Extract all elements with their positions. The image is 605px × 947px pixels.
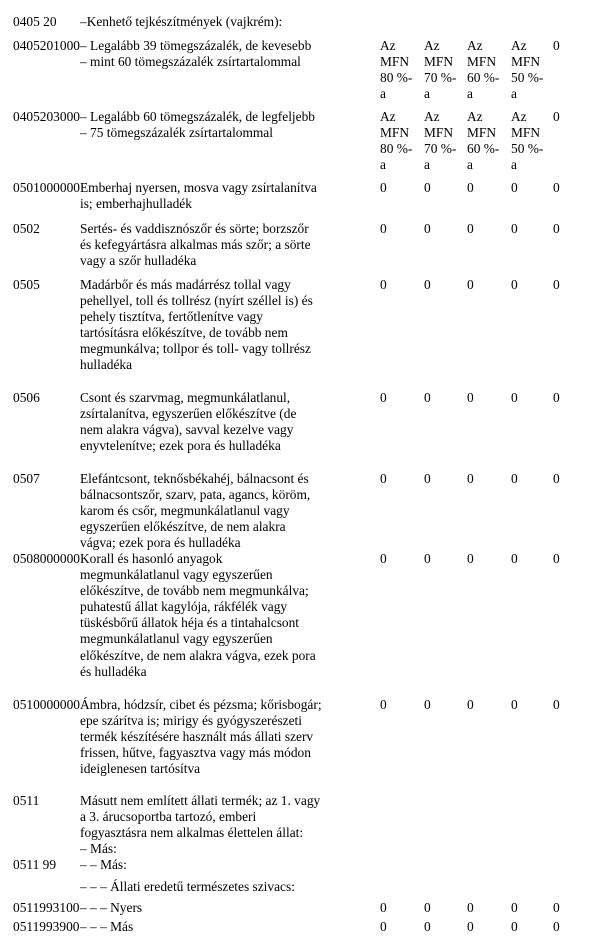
rate-cell: [424, 471, 464, 487]
description-line: karom és csőr, megmunkálatlanul vagy: [80, 503, 290, 519]
rate-cell: [467, 277, 507, 293]
rate-cell: [424, 221, 464, 237]
description-line: Ámbra, hódzsír, cibet és pézsma; kőrisbogár;: [80, 697, 322, 712]
rate-value: Az: [380, 109, 396, 124]
description-line: vágva; ezek pora és hulladéka: [80, 535, 241, 551]
rate-cell: [380, 38, 420, 102]
description-line: – mint 60 tömegszázalék zsírtartalommal: [80, 54, 301, 70]
rate-value: 0: [424, 221, 431, 236]
commodity-description: [80, 551, 372, 680]
description-line: tüskésbőrű állatok héja és a tintahalcsont: [80, 615, 300, 631]
rate-value: 0: [553, 390, 560, 405]
rate-value: 0: [424, 277, 431, 292]
rate-cell: [511, 471, 551, 487]
rate-cell: [511, 697, 551, 713]
rate-cell: [511, 551, 551, 567]
rate-cell: [380, 551, 420, 567]
rate-value: Az: [511, 109, 527, 124]
rate-cell: [467, 180, 507, 196]
rate-cell: [467, 38, 507, 102]
commodity-description: [80, 390, 372, 454]
rate-cell: [424, 277, 464, 293]
rate-value: 0: [511, 919, 518, 934]
rate-cell: [553, 900, 593, 916]
description-line: – Legalább 39 tömegszázalék, de kevesebb: [80, 38, 312, 53]
rate-cell: [380, 900, 420, 916]
commodity-description: [80, 221, 372, 269]
rate-value: 80 %-: [380, 70, 413, 86]
rate-value: 0: [553, 471, 560, 486]
description-line: megmunkálatlanul vagy egyszerűen: [80, 631, 273, 647]
rate-value: 70 %-: [424, 141, 457, 157]
description-line: előkészítve, de tovább nem megmunkálva;: [80, 583, 309, 599]
commodity-code: 0506: [13, 390, 40, 405]
rate-cell: [424, 390, 464, 406]
commodity-code: 0505: [13, 277, 40, 292]
rate-value: 0: [424, 697, 431, 712]
description-line: Emberhaj nyersen, mosva vagy zsírtalanítva: [80, 180, 317, 195]
description-line: frissen, hűtve, fagyasztva vagy más módon: [80, 745, 311, 761]
description-line: Korall és hasonló anyagok: [80, 551, 223, 566]
rate-value: 0: [424, 390, 431, 405]
rate-value: Az: [467, 38, 483, 53]
rate-value: 0: [511, 180, 518, 195]
rate-value: 0: [467, 180, 474, 195]
rate-cell: [424, 109, 464, 173]
rate-cell: [467, 471, 507, 487]
description-line: vagy a szőr hulladéka: [80, 253, 197, 269]
rate-cell: [424, 919, 464, 935]
commodity-code: 0511 99: [13, 857, 57, 872]
description-line: Másutt nem említett állati termék; az 1. vagy: [80, 793, 321, 808]
description-line: enyvtelenítve; ezek pora és hulladéka: [80, 438, 281, 454]
description-line: a 3. árucsoportba tartozó, emberi: [80, 809, 257, 825]
rate-value: 0: [467, 697, 474, 712]
rate-value: 0: [380, 221, 387, 236]
rate-value: 50 %-: [511, 70, 544, 86]
rate-cell: [380, 221, 420, 237]
rate-value: MFN: [380, 125, 410, 141]
description-line: Elefántcsont, teknősbékahéj, bálnacsont és: [80, 471, 309, 486]
rate-cell: [511, 109, 551, 173]
commodity-code: 0510000000: [13, 697, 80, 712]
rate-value: 0: [553, 697, 560, 712]
description-line: puhatestű állat kagylója, rákfélék vagy: [80, 599, 288, 615]
description-line: megmunkálatlanul vagy egyszerűen: [80, 567, 273, 583]
description-line: fogyasztásra nem alkalmas élettelen állat:: [80, 825, 304, 841]
rate-value: 0: [467, 551, 474, 566]
rate-cell: [553, 180, 593, 196]
commodity-description: [80, 857, 372, 873]
rate-value: 0: [467, 277, 474, 292]
rate-value: 0: [380, 900, 387, 915]
rate-value: 0: [553, 38, 560, 53]
commodity-description: [80, 14, 372, 30]
description-line: Csont és szarvmag, megmunkálatlanul,: [80, 390, 291, 405]
rate-cell: [380, 277, 420, 293]
rate-cell: [553, 277, 593, 293]
commodity-description: [80, 919, 372, 935]
rate-value: 0: [380, 471, 387, 486]
description-line: előkészítve, de nem alakra vágva, ezek pora: [80, 647, 316, 663]
rate-value: 0: [511, 900, 518, 915]
rate-value: 0: [553, 919, 560, 934]
commodity-description: [80, 38, 372, 70]
commodity-code: 0502: [13, 221, 40, 236]
rate-value: 0: [424, 180, 431, 195]
description-line: és kefegyártásra alkalmas más szőr; a sörte: [80, 237, 311, 253]
description-line: pehellyel, toll és tollrész (nyírt széllel is) és: [80, 293, 313, 309]
rate-value: MFN: [424, 125, 454, 141]
commodity-description: [80, 180, 372, 212]
rate-cell: [467, 390, 507, 406]
rate-value: 60 %-: [467, 141, 500, 157]
description-line: ideiglenesen tartósítva: [80, 761, 201, 777]
rate-cell: [467, 109, 507, 173]
description-line: zsírtalanítva, egyszerűen előkészítve (de: [80, 406, 297, 422]
rate-value: MFN: [424, 54, 454, 70]
rate-value: 0: [380, 919, 387, 934]
rate-cell: [553, 697, 593, 713]
rate-value: 0: [511, 697, 518, 712]
commodity-code: 0405201000: [13, 38, 80, 53]
rate-value: Az: [467, 109, 483, 124]
rate-value: MFN: [511, 125, 541, 141]
description-line: hulladéka: [80, 357, 133, 373]
rate-value: 0: [424, 919, 431, 934]
description-line: – Más:: [80, 841, 117, 857]
rate-value: 80 %-: [380, 141, 413, 157]
description-line: – – – Nyers: [80, 900, 143, 915]
rate-value: Az: [380, 38, 396, 53]
rate-cell: [424, 900, 464, 916]
description-line: – Legalább 60 tömegszázalék, de legfeljebb: [80, 109, 315, 124]
rate-cell: [424, 180, 464, 196]
rate-value: 0: [553, 551, 560, 566]
rate-value: a: [467, 157, 473, 173]
rate-value: 0: [380, 697, 387, 712]
rate-value: 0: [380, 551, 387, 566]
rate-value: Az: [424, 38, 440, 53]
commodity-code: 0508000000: [13, 551, 80, 566]
description-line: tartósításra előkészítve, de tovább nem: [80, 325, 288, 341]
rate-value: Az: [511, 38, 527, 53]
commodity-code: 0511: [13, 793, 40, 808]
rate-cell: [380, 390, 420, 406]
rate-value: 0: [511, 221, 518, 236]
description-line: pehely tisztítva, fertőtlenítve vagy: [80, 309, 263, 325]
rate-value: 0: [380, 180, 387, 195]
rate-cell: [553, 551, 593, 567]
description-line: is; emberhajhulladék: [80, 196, 192, 212]
rate-value: Az: [424, 109, 440, 124]
description-line: Madárbőr és más madárrész tollal vagy: [80, 277, 291, 292]
rate-cell: [511, 38, 551, 102]
description-line: termék készítésére használt más állati szerv: [80, 729, 314, 745]
rate-cell: [553, 390, 593, 406]
commodity-code: 0501000000: [13, 180, 80, 195]
rate-cell: [467, 919, 507, 935]
rate-cell: [467, 221, 507, 237]
description-line: epe szárítva is; mirigy és gyógyszerészeti: [80, 713, 302, 729]
commodity-description: [80, 471, 372, 551]
rate-cell: [511, 180, 551, 196]
rate-cell: [380, 471, 420, 487]
commodity-description: [80, 900, 372, 916]
commodity-description: [80, 793, 372, 857]
description-line: megmunkálva; tollpor és toll- vagy tollrész: [80, 341, 311, 357]
rate-value: 70 %-: [424, 70, 457, 86]
description-line: – 75 tömegszázalék zsírtartalommal: [80, 125, 273, 141]
rate-cell: [424, 551, 464, 567]
rate-value: MFN: [380, 54, 410, 70]
rate-value: 0: [467, 221, 474, 236]
rate-cell: [511, 900, 551, 916]
rate-cell: [553, 919, 593, 935]
description-line: és hulladéka: [80, 663, 147, 679]
rate-cell: [467, 900, 507, 916]
rate-value: a: [467, 86, 473, 102]
rate-value: 0: [467, 919, 474, 934]
rate-value: 0: [511, 390, 518, 405]
rate-cell: [553, 221, 593, 237]
rate-cell: [424, 697, 464, 713]
commodity-code: 0507: [13, 471, 40, 486]
rate-value: a: [380, 86, 386, 102]
rate-cell: [511, 919, 551, 935]
rate-value: 50 %-: [511, 141, 544, 157]
commodity-description: [80, 109, 372, 141]
rate-value: 0: [511, 551, 518, 566]
rate-cell: [380, 109, 420, 173]
commodity-code: 0405 20: [13, 14, 57, 29]
rate-cell: [467, 697, 507, 713]
rate-value: 0: [424, 900, 431, 915]
rate-value: 0: [553, 180, 560, 195]
rate-cell: [511, 390, 551, 406]
rate-value: MFN: [467, 125, 497, 141]
rate-value: a: [511, 86, 517, 102]
description-line: – – – Állati eredetű természetes szivacs:: [80, 879, 295, 894]
commodity-code: 0405203000: [13, 109, 80, 124]
rate-cell: [511, 277, 551, 293]
rate-value: a: [380, 157, 386, 173]
rate-cell: [380, 919, 420, 935]
rate-value: 0: [553, 900, 560, 915]
rate-value: MFN: [467, 54, 497, 70]
rate-value: 0: [467, 900, 474, 915]
rate-cell: [380, 180, 420, 196]
rate-cell: [424, 38, 464, 102]
rate-value: 0: [553, 109, 560, 124]
rate-value: 0: [553, 221, 560, 236]
description-line: – – – Más: [80, 919, 134, 934]
commodity-code: 0511993100: [13, 900, 80, 915]
description-line: Sertés- és vaddisznószőr és sörte; borzszőr: [80, 221, 309, 236]
rate-value: 0: [511, 471, 518, 486]
rate-cell: [553, 471, 593, 487]
rate-cell: [553, 38, 593, 54]
description-line: – – Más:: [80, 857, 127, 872]
rate-value: a: [424, 157, 430, 173]
rate-value: MFN: [511, 54, 541, 70]
commodity-description: [80, 277, 372, 374]
rate-cell: [553, 109, 593, 125]
rate-value: a: [424, 86, 430, 102]
description-line: –Kenhető tejkészítmények (vajkrém):: [80, 14, 283, 29]
description-line: bálnacsontszőr, szarv, pata, agancs, köröm,: [80, 487, 311, 503]
rate-cell: [511, 221, 551, 237]
description-line: nem alakra vágva), savval kezelve vagy: [80, 422, 294, 438]
rate-value: 0: [467, 471, 474, 486]
rate-value: 0: [380, 390, 387, 405]
rate-value: 60 %-: [467, 70, 500, 86]
description-line: egyszerűen előkészítve, de nem alakra: [80, 519, 286, 535]
rate-value: 0: [424, 471, 431, 486]
rate-value: 0: [511, 277, 518, 292]
rate-value: a: [511, 157, 517, 173]
rate-cell: [380, 697, 420, 713]
commodity-code: 0511993900: [13, 919, 80, 934]
rate-value: 0: [467, 390, 474, 405]
rate-value: 0: [553, 277, 560, 292]
rate-value: 0: [380, 277, 387, 292]
rate-value: 0: [424, 551, 431, 566]
commodity-description: [80, 697, 372, 777]
commodity-description: [80, 879, 372, 895]
rate-cell: [467, 551, 507, 567]
